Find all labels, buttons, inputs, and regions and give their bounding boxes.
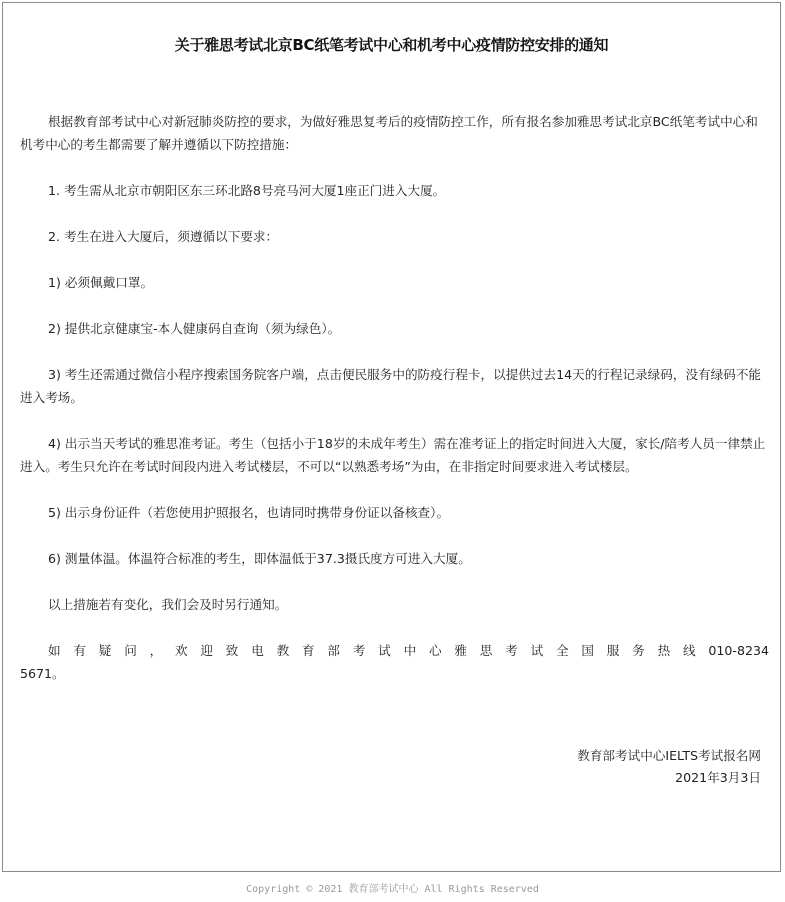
notice-title: 关于雅思考试北京BC纸笔考试中心和机考中心疫情防控安排的通知 xyxy=(174,36,609,54)
requirement-2: 2) 提供北京健康宝-本人健康码自查询（须为绿色）。 xyxy=(48,321,341,336)
signature-block xyxy=(577,745,761,789)
intro-paragraph: 根据教育部考试中心对新冠肺炎防控的要求，为做好雅思复考后的疫情防控工作，所有报名参加雅思考试北京BC纸笔考试中心和机考中心的考生都需要了解并遵循以下防控措施： xyxy=(20,114,758,152)
hotline-line-2: 5671。 xyxy=(20,666,65,681)
requirement-6: 6) 测量体温。体温符合标准的考生，即体温低于37.3摄氏度方可进入大厦。 xyxy=(48,551,471,566)
hotline-line-1: 如有疑问，欢迎致电教育部考试中心雅思考试全国服务热线010-8234 xyxy=(48,643,769,658)
notice-body xyxy=(20,110,769,685)
requirement-1: 1) 必须佩戴口罩。 xyxy=(48,275,154,290)
requirement-5: 5) 出示身份证件（若您使用护照报名，也请同时携带身份证以备核查）。 xyxy=(48,505,450,520)
signature-org: 教育部考试中心IELTS考试报名网 xyxy=(577,748,761,763)
copyright-footer: Copyright © 2021 教育部考试中心 All Rights Reserved xyxy=(246,884,539,895)
point-2: 2. 考生在进入大厦后，须遵循以下要求： xyxy=(48,229,279,244)
signature-date: 2021年3月3日 xyxy=(675,770,761,785)
requirement-3: 3) 考生还需通过微信小程序搜索国务院客户端，点击便民服务中的防疫行程卡，以提供过去14天的行程记录绿码，没有绿码不能进入考场。 xyxy=(20,367,762,405)
point-1: 1. 考生需从北京市朝阳区东三环北路8号亮马河大厦1座正门进入大厦。 xyxy=(48,183,446,198)
notice-frame xyxy=(2,2,781,872)
change-note: 以上措施若有变化，我们会及时另行通知。 xyxy=(48,597,288,612)
requirement-4: 4) 出示当天考试的雅思准考证。考生（包括小于18岁的未成年考生）需在准考证上的指定时间进入大厦，家长/陪考人员一律禁止进入。考生只允许在考试时间段内进入考试楼层，不可以“以熟悉考场”为由，在非指定时间要求进入考试楼层。 xyxy=(20,436,766,474)
